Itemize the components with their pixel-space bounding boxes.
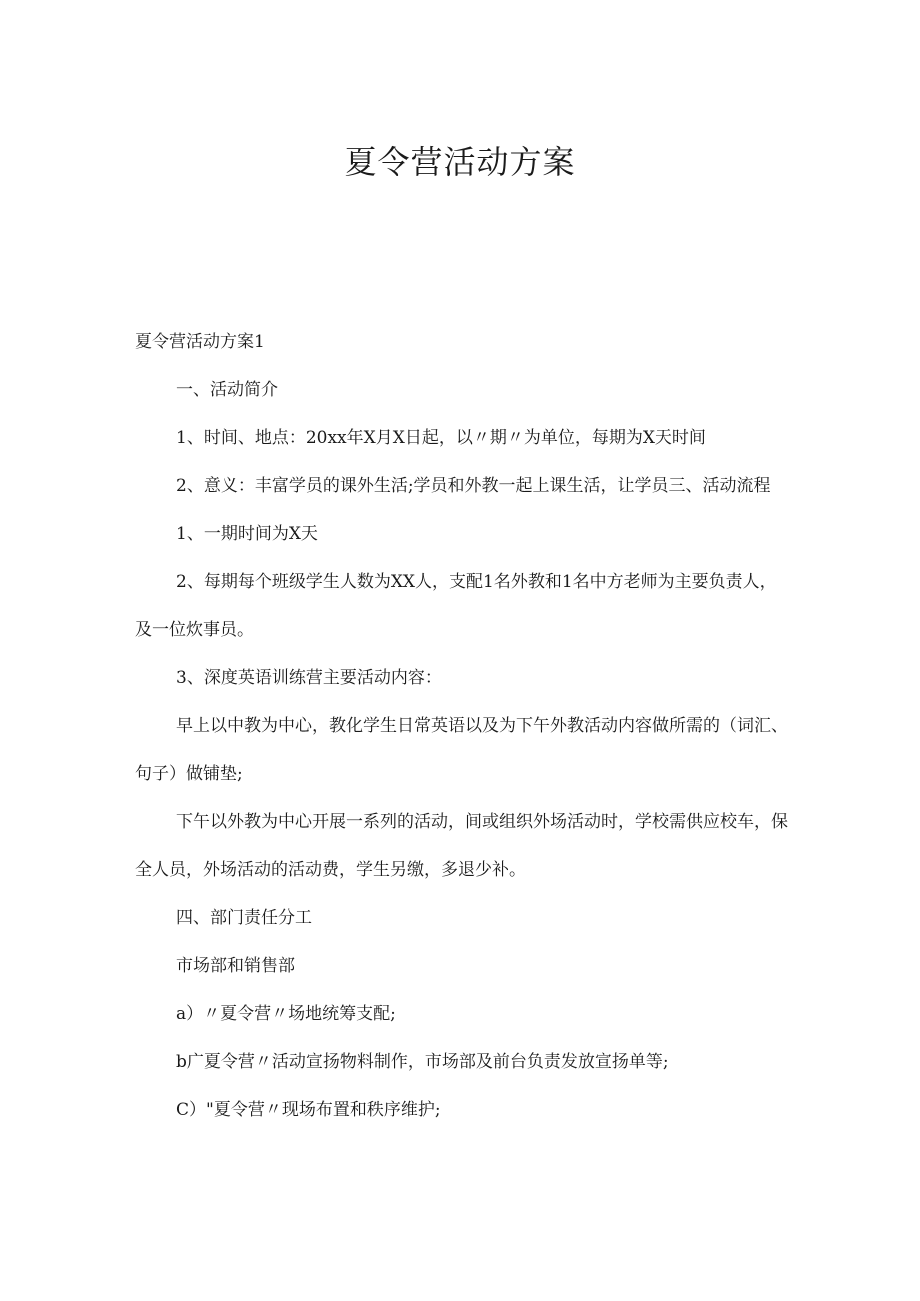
paragraph: 3、深度英语训练营主要活动内容：: [176, 668, 442, 688]
paragraph: b广夏令营〃活动宣扬物料制作，市场部及前台负责发放宣扬单等;: [176, 1052, 669, 1072]
paragraph: 1、时间、地点：20xx年X月X日起，以〃期〃为单位，每期为X天时间: [176, 428, 706, 448]
section-heading: 夏令营活动方案1: [135, 332, 265, 352]
document-title: 夏令营活动方案: [344, 143, 576, 181]
paragraph: 下午以外教为中心开展一系列的活动，间或组织外场活动时，学校需供应校车，保全人员，外场活动的活动费，学生另缴，多退少补。: [135, 812, 788, 880]
paragraph: 一、活动简介: [176, 380, 278, 400]
document-body: [135, 318, 790, 1134]
paragraph: 四、部门责任分工: [176, 908, 312, 928]
paragraph: 2、意义：丰富学员的课外生活;学员和外教一起上课生活，让学员三、活动流程: [176, 476, 771, 496]
paragraph: 早上以中教为中心，教化学生日常英语以及为下午外教活动内容做所需的（词汇、句子）做铺垫;: [135, 716, 788, 784]
paragraph: 1、一期时间为X天: [176, 524, 318, 544]
paragraph: 2、每期每个班级学生人数为XX人，支配1名外教和1名中方老师为主要负责人，及一位炊事员。: [135, 572, 777, 640]
paragraph: 市场部和销售部: [176, 956, 295, 976]
paragraph: a）〃夏令营〃场地统筹支配;: [176, 1004, 396, 1024]
paragraph: C）"夏令营〃现场布置和秩序维护;: [176, 1100, 441, 1120]
